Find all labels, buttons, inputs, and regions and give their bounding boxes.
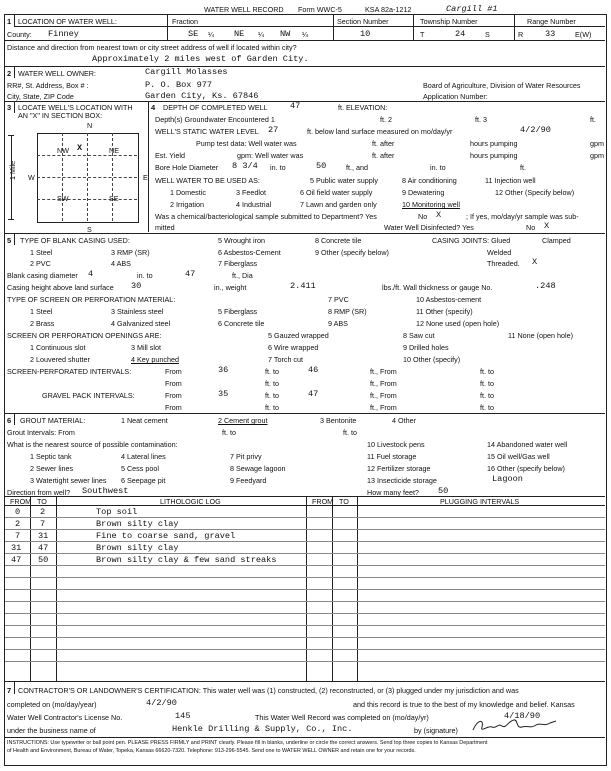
- contam-15: 15 Oil well/Gas well: [487, 452, 550, 461]
- screen-opt-12: 12 None used (open hole): [416, 319, 500, 328]
- static-label: WELL'S STATIC WATER LEVEL: [155, 127, 259, 136]
- open-opt-1: 1 Continuous slot: [30, 343, 86, 352]
- quarter-mark: ¼: [302, 30, 308, 39]
- open-opt-8: 8 Saw cut: [403, 331, 435, 340]
- row-line: [5, 637, 605, 638]
- pump-label: Pump test data: Well water was: [196, 139, 297, 148]
- grout-opt-1: 1 Neat cement: [121, 416, 168, 425]
- quad-ne: NE: [109, 146, 119, 155]
- gravel-from-row2: From: [165, 403, 182, 412]
- sample-no: No: [418, 212, 428, 221]
- township-value: 24: [455, 29, 466, 39]
- casing-height: 30: [131, 281, 142, 291]
- casing-opt-2: 2 PVC: [30, 259, 51, 268]
- row-desc: Top soil: [96, 507, 138, 517]
- use-opt-9: 9 Dewatering: [402, 188, 445, 197]
- casing-lbs: lbs./ft. Wall thickness or gauge No.: [382, 283, 493, 292]
- divider: [5, 737, 605, 738]
- groundwater-end: ft.: [590, 115, 596, 124]
- casing-depth: 47: [185, 269, 196, 279]
- owner-name: Cargill Molasses: [145, 67, 228, 77]
- grout-opt-4: 4 Other: [392, 416, 416, 425]
- range-label: Range Number: [527, 17, 576, 26]
- sample-if-yes: ; If yes, mo/day/yr sample was sub-: [466, 212, 579, 221]
- cert-completed-date: 4/2/90: [146, 698, 177, 708]
- cert-business: Henkle Drilling & Supply, Co., Inc.: [172, 724, 353, 734]
- contam-8: 8 Sewage lagoon: [230, 464, 286, 473]
- use-opt-7: 7 Lawn and garden only: [300, 200, 377, 209]
- address-label: RR#, St. Address, Box # :: [7, 81, 89, 90]
- static-date: 4/2/90: [520, 125, 551, 135]
- static-after: ft. below land surface measured on mo/day/yr: [307, 127, 453, 136]
- range-r: R: [518, 30, 524, 39]
- fraction-value-2: NE: [234, 29, 245, 39]
- cert-license-label: Water Well Contractor's License No.: [7, 713, 123, 722]
- divider: [14, 102, 15, 113]
- divider: [514, 15, 515, 40]
- bore-label: Bore Hole Diameter: [155, 163, 219, 172]
- contam-7: 7 Pit privy: [230, 452, 262, 461]
- section-6-number: 6: [7, 416, 12, 425]
- township-s: S: [485, 30, 490, 39]
- contam-10: 10 Livestock pens: [367, 440, 425, 449]
- contam-5: 5 Cess pool: [121, 464, 159, 473]
- section-box-hline: [37, 177, 137, 178]
- section-box: [37, 133, 139, 223]
- cert-line-2b: and this record is true to the best of my knowledge and belief. Kansas: [353, 700, 575, 709]
- contam-9: 9 Feedyard: [230, 476, 267, 485]
- well-location-mark: X: [77, 143, 83, 153]
- contam-14: 14 Abandoned water well: [487, 440, 568, 449]
- row-line: [5, 661, 605, 662]
- pump-after: ft. after: [372, 139, 395, 148]
- divider: [14, 67, 15, 78]
- gravel-from-2: ft., From: [370, 391, 397, 400]
- section-7-number: 7: [7, 686, 12, 695]
- board-label: Board of Agriculture, Division of Water Resources: [423, 81, 581, 90]
- divider: [167, 15, 168, 40]
- cert-line-1: CONTRACTOR'S OR LANDOWNER'S CERTIFICATION: This water well was (1) constructed, (2) reconstructed, or (3) plugged under my jurisdiction and was: [18, 686, 519, 695]
- groundwater-2: ft. 2: [380, 115, 392, 124]
- casing-label: TYPE OF BLANK CASING USED:: [20, 236, 130, 245]
- screen-opt-10: 10 Asbestos-cement: [416, 295, 482, 304]
- disinfected-no-mark: X: [544, 221, 550, 231]
- screen-opt-4: 4 Galvanized steel: [111, 319, 171, 328]
- elevation-label: ft. ELEVATION:: [338, 103, 388, 112]
- static-value: 27: [268, 125, 279, 135]
- divider: [14, 26, 605, 27]
- feet-value: 50: [438, 486, 449, 496]
- contam-12: 12 Fertilizer storage: [367, 464, 431, 473]
- divider: [14, 234, 15, 245]
- use-opt-11: 11 Injection well: [485, 176, 536, 185]
- cert-completed-label: completed on (mo/day/year): [7, 700, 97, 709]
- divider: [333, 15, 334, 40]
- city-label: City, State, ZIP Code: [7, 92, 74, 101]
- form-title: WATER WELL RECORD: [204, 5, 284, 14]
- row-to: 50: [38, 555, 49, 565]
- east-label: E: [143, 173, 148, 182]
- gravel-to-value: 47: [308, 389, 319, 399]
- row-from: 2: [15, 519, 21, 529]
- gravel-to-row2: ft. to: [265, 403, 279, 412]
- casing-joints: CASING JOINTS: Glued: [432, 236, 511, 245]
- yield-after: ft. after: [372, 151, 395, 160]
- col-plug-to: TO: [339, 497, 349, 506]
- casing-opt-6: 6 Asbestos-Cement: [218, 248, 281, 257]
- north-label: N: [87, 121, 93, 130]
- casing-opt-5: 5 Wrought iron: [218, 236, 266, 245]
- bore-ft-2: ft.: [520, 163, 526, 172]
- screen-opt-2: 2 Brass: [30, 319, 55, 328]
- bore-in: in. to: [270, 163, 286, 172]
- instructions-line-2: of Health and Environment, Bureau of Water, Topeka, Kansas 66620-7320. Telephone: 913-296-5545. Send one to WATER WELL OWNER and retain one for your records.: [7, 748, 416, 754]
- gravel-to-2: ft. to: [480, 391, 494, 400]
- divider: [5, 233, 605, 234]
- locate-label-2: AN "X" IN SECTION BOX:: [18, 111, 103, 120]
- open-opt-4: 4 Key punched: [131, 355, 179, 364]
- sample-no-mark: X: [436, 210, 442, 220]
- fraction-value-3: NW: [280, 29, 291, 39]
- divider: [148, 102, 149, 232]
- township-t: T: [420, 30, 425, 39]
- contam-11: 11 Fuel storage: [367, 452, 417, 461]
- open-opt-9: 9 Drilled holes: [403, 343, 449, 352]
- casing-dia-rest: ft., Dia: [232, 271, 253, 280]
- owner-address: P. O. Box 977: [145, 80, 213, 90]
- row-line: [5, 553, 605, 554]
- casing-opt-7: 7 Fiberglass: [218, 259, 258, 268]
- casing-clamped: Clamped: [542, 236, 571, 245]
- casing-welded: Welded: [487, 248, 512, 257]
- use-label: WELL WATER TO BE USED AS:: [155, 176, 260, 185]
- cert-line-3b: This Water Well Record was completed on (mo/day/yr): [255, 713, 429, 722]
- section-1-number: 1: [7, 17, 12, 26]
- casing-opt-1: 1 Steel: [30, 248, 53, 257]
- row-line: [5, 577, 605, 578]
- mile-label: 1 Mile: [8, 160, 17, 180]
- south-label: S: [87, 225, 92, 234]
- mitted: mitted: [155, 223, 175, 232]
- open-opt-11: 11 None (open hole): [508, 331, 573, 340]
- screen-label: TYPE OF SCREEN OR PERFORATION MATERIAL:: [7, 295, 176, 304]
- open-opt-7: 7 Torch cut: [268, 355, 304, 364]
- row-to: 31: [38, 531, 49, 541]
- contam-3: 3 Watertight sewer lines: [30, 476, 107, 485]
- divider: [5, 66, 605, 67]
- casing-opt-9: 9 Other (specify below): [315, 248, 389, 257]
- cert-signature-label: by (signature): [414, 726, 458, 735]
- section-2-number: 2: [7, 69, 12, 78]
- col-plug-from: FROM: [312, 497, 334, 506]
- disinfected-no: No: [526, 223, 536, 232]
- section-number-value: 10: [360, 29, 371, 39]
- screen-opt-5: 5 Fiberglass: [218, 307, 258, 316]
- casing-opt-4: 4 ABS: [111, 259, 131, 268]
- open-opt-2: 2 Louvered shutter: [30, 355, 90, 364]
- screen-from-2-row2: ft., From: [370, 379, 397, 388]
- use-opt-12: 12 Other (Specify below): [495, 188, 575, 197]
- screen-from: From: [165, 367, 182, 376]
- screen-from-value: 36: [218, 365, 229, 375]
- screen-opt-1: 1 Steel: [30, 307, 53, 316]
- grout-to-2: ft. to: [343, 428, 357, 437]
- row-line: [5, 589, 605, 590]
- bore-to: 50: [316, 161, 327, 171]
- use-opt-5: 5 Public water supply: [310, 176, 378, 185]
- west-label: W: [28, 173, 35, 182]
- screen-to-row2: ft. to: [265, 379, 279, 388]
- screen-opt-7: 7 PVC: [328, 295, 349, 304]
- contam-1: 1 Septic tank: [30, 452, 72, 461]
- contam-4: 4 Lateral lines: [121, 452, 166, 461]
- row-line: [5, 625, 605, 626]
- section-number-label: Section Number: [337, 17, 389, 26]
- row-line: [5, 565, 605, 566]
- row-desc: Brown silty clay: [96, 519, 179, 529]
- gravel-from-value: 35: [218, 389, 229, 399]
- cert-record-date: 4/18/90: [504, 711, 541, 721]
- yield-label: Est. Yield: [155, 151, 185, 160]
- casing-diameter-label: Blank casing diameter: [7, 271, 78, 280]
- casing-threaded-mark: X: [532, 257, 538, 267]
- fraction-value-1: SE: [188, 29, 199, 39]
- screen-opt-9: 9 ABS: [328, 319, 348, 328]
- row-desc: Fine to coarse sand, gravel: [96, 531, 236, 541]
- row-line: [5, 613, 605, 614]
- bore-ft: ft., and: [346, 163, 368, 172]
- gpm-2: gpm: [590, 151, 604, 160]
- row-to: 2: [40, 507, 46, 517]
- application-label: Application Number:: [423, 92, 488, 101]
- range-value: 33: [545, 29, 556, 39]
- divider: [5, 40, 605, 41]
- instructions-line-1: INSTRUCTIONS: Use typewriter or ball point pen. PLEASE PRESS FIRMLY and PRINT clearly. Please fill in blanks, underline or circle the correct answers. Send top three copies to Kansas Department: [7, 740, 488, 746]
- screen-to-value: 46: [308, 365, 319, 375]
- screen-opt-8: 8 RMP (SR): [328, 307, 367, 316]
- divider: [14, 15, 15, 26]
- casing-threaded: Threaded.: [487, 259, 520, 268]
- contam-other-value: Lagoon: [492, 474, 523, 484]
- col-to: TO: [37, 497, 47, 506]
- section-box-hline: [37, 155, 137, 156]
- township-label: Township Number: [420, 17, 478, 26]
- col-lithologic-log: LITHOLOGIC LOG: [160, 497, 221, 506]
- mile-scale-line: [11, 135, 12, 219]
- disinfected: Water Well Disinfected? Yes: [384, 223, 474, 232]
- quad-nw: NW: [57, 146, 69, 155]
- gravel-from: From: [165, 391, 182, 400]
- use-opt-4: 4 Industrial: [236, 200, 272, 209]
- casing-opt-8: 8 Concrete tile: [315, 236, 362, 245]
- contam-6: 6 Seepage pit: [121, 476, 166, 485]
- divider: [14, 682, 15, 694]
- bore-in-2: in. to: [430, 163, 446, 172]
- row-desc: Brown silty clay & few sand streaks: [96, 555, 277, 565]
- ksa-number: KSA 82a-1212: [365, 5, 412, 14]
- open-opt-3: 3 Mill slot: [131, 343, 161, 352]
- cert-business-label: under the business name of: [7, 726, 96, 735]
- grout-opt-2: 2 Cement grout: [218, 416, 268, 425]
- cert-license: 145: [175, 711, 191, 721]
- row-line: [5, 517, 605, 518]
- casing-diameter: 4: [88, 269, 94, 279]
- screen-opt-11: 11 Other (specify): [416, 307, 473, 316]
- open-opt-5: 5 Gauzed wrapped: [268, 331, 329, 340]
- col-from: FROM: [10, 497, 32, 506]
- row-from: 7: [15, 531, 21, 541]
- yield-hours: hours pumping: [470, 151, 518, 160]
- screen-from-2: ft., From: [370, 367, 397, 376]
- contam-2: 2 Sewer lines: [30, 464, 74, 473]
- owner-city: Garden City, Ks. 67846: [145, 91, 259, 101]
- row-from: 31: [11, 543, 22, 553]
- grout-opt-3: 3 Bentonite: [320, 416, 357, 425]
- handwritten-signature: [470, 717, 560, 735]
- depth-value: 47: [290, 101, 301, 111]
- gravel-to: ft. to: [265, 391, 279, 400]
- screen-opt-6: 6 Concrete tile: [218, 319, 265, 328]
- screen-from-row2: From: [165, 379, 182, 388]
- groundwater-label: Depth(s) Groundwater Encountered 1: [155, 115, 275, 124]
- casing-in-to: in. to: [137, 271, 153, 280]
- quarter-mark: ¼: [208, 30, 214, 39]
- row-from: 0: [15, 507, 21, 517]
- range-ew: E(W): [575, 30, 592, 39]
- county-label: County:: [7, 30, 32, 39]
- direction-label: Direction from well?: [7, 488, 71, 497]
- screen-to: ft. to: [265, 367, 279, 376]
- contam-16: 16 Other (specify below): [487, 464, 565, 473]
- casing-weight: 2.411: [290, 281, 316, 291]
- screen-opt-3: 3 Stainless steel: [111, 307, 164, 316]
- casing-opt-3: 3 RMP (SR): [111, 248, 150, 257]
- owner-section-label: WATER WELL OWNER:: [18, 69, 96, 78]
- use-opt-3: 3 Feedlot: [236, 188, 266, 197]
- yield-gpm: gpm: Well water was: [237, 151, 304, 160]
- fraction-label: Fraction: [172, 17, 198, 26]
- quarter-mark: ¼: [258, 30, 264, 39]
- grout-to-1: ft. to: [222, 428, 236, 437]
- open-opt-6: 6 Wire wrapped: [268, 343, 319, 352]
- casing-gauge: .248: [535, 281, 556, 291]
- mile-scale-tick: [8, 135, 14, 136]
- quad-se: SE: [109, 194, 119, 203]
- contam-13: 13 Insecticide storage: [367, 476, 437, 485]
- divider: [14, 414, 15, 425]
- contamination-question: What is the nearest source of possible contamination:: [7, 440, 178, 449]
- handwritten-well-id: Cargill #1: [446, 4, 498, 14]
- locate-label: LOCATE WELL'S LOCATION WITH: [18, 103, 133, 112]
- form-number: Form WWC-5: [298, 5, 342, 14]
- divider: [5, 413, 605, 414]
- use-opt-1: 1 Domestic: [170, 188, 206, 197]
- use-opt-6: 6 Oil field water supply: [300, 188, 373, 197]
- groundwater-3: ft. 3: [475, 115, 487, 124]
- row-line: [5, 601, 605, 602]
- depth-label: DEPTH OF COMPLETED WELL: [163, 103, 268, 112]
- section-box-hline: [37, 199, 137, 200]
- row-desc: Brown silty clay: [96, 543, 179, 553]
- casing-weight-label: in., weight: [214, 283, 247, 292]
- gravel-label: GRAVEL PACK INTERVALS:: [42, 391, 135, 400]
- location-section-label: LOCATION OF WATER WELL:: [18, 17, 117, 26]
- direction-value: Southwest: [82, 486, 129, 496]
- sample-question: Was a chemical/bacteriological sample submitted to Department? Yes: [155, 212, 377, 221]
- mile-scale-tick: [8, 219, 14, 220]
- distance-value: Approximately 2 miles west of Garden City.: [92, 54, 309, 64]
- col-plugging-intervals: PLUGGING INTERVALS: [440, 497, 520, 506]
- pump-hours: hours pumping: [470, 139, 518, 148]
- row-line: [5, 541, 605, 542]
- casing-height-label: Casing height above land surface: [7, 283, 114, 292]
- section-3-number: 3: [7, 103, 12, 112]
- screen-to-2-row2: ft. to: [480, 379, 494, 388]
- bore-value: 8 3/4: [232, 161, 258, 171]
- screen-to-2: ft. to: [480, 367, 494, 376]
- divider: [413, 15, 414, 40]
- section-4-number: 4: [151, 103, 156, 112]
- grout-label: GROUT MATERIAL:: [20, 416, 86, 425]
- gravel-to-2-row2: ft. to: [480, 403, 494, 412]
- how-many-feet: How many feet?: [367, 488, 419, 497]
- section-5-number: 5: [7, 236, 12, 245]
- gravel-from-2-row2: ft., From: [370, 403, 397, 412]
- table-bottom: [5, 681, 605, 682]
- use-opt-8: 8 Air conditioning: [402, 176, 457, 185]
- quad-sw: SW: [57, 194, 69, 203]
- county-value: Finney: [48, 29, 79, 39]
- screen-intervals-label: SCREEN-PERFORATED INTERVALS:: [7, 367, 132, 376]
- row-to: 47: [38, 543, 49, 553]
- gpm-1: gpm: [590, 139, 604, 148]
- openings-label: SCREEN OR PERFORATION OPENINGS ARE:: [7, 331, 162, 340]
- row-from: 47: [11, 555, 22, 565]
- divider: [5, 101, 605, 102]
- distance-label: Distance and direction from nearest town or city street address of well if located within city?: [7, 43, 297, 52]
- row-to: 7: [40, 519, 46, 529]
- row-line: [5, 649, 605, 650]
- open-opt-10: 10 Other (specify): [403, 355, 461, 364]
- use-opt-10: 10 Monitoring well: [402, 200, 460, 209]
- row-line: [5, 529, 605, 530]
- use-opt-2: 2 Irrigation: [170, 200, 204, 209]
- grout-intervals: Grout Intervals: From: [7, 428, 75, 437]
